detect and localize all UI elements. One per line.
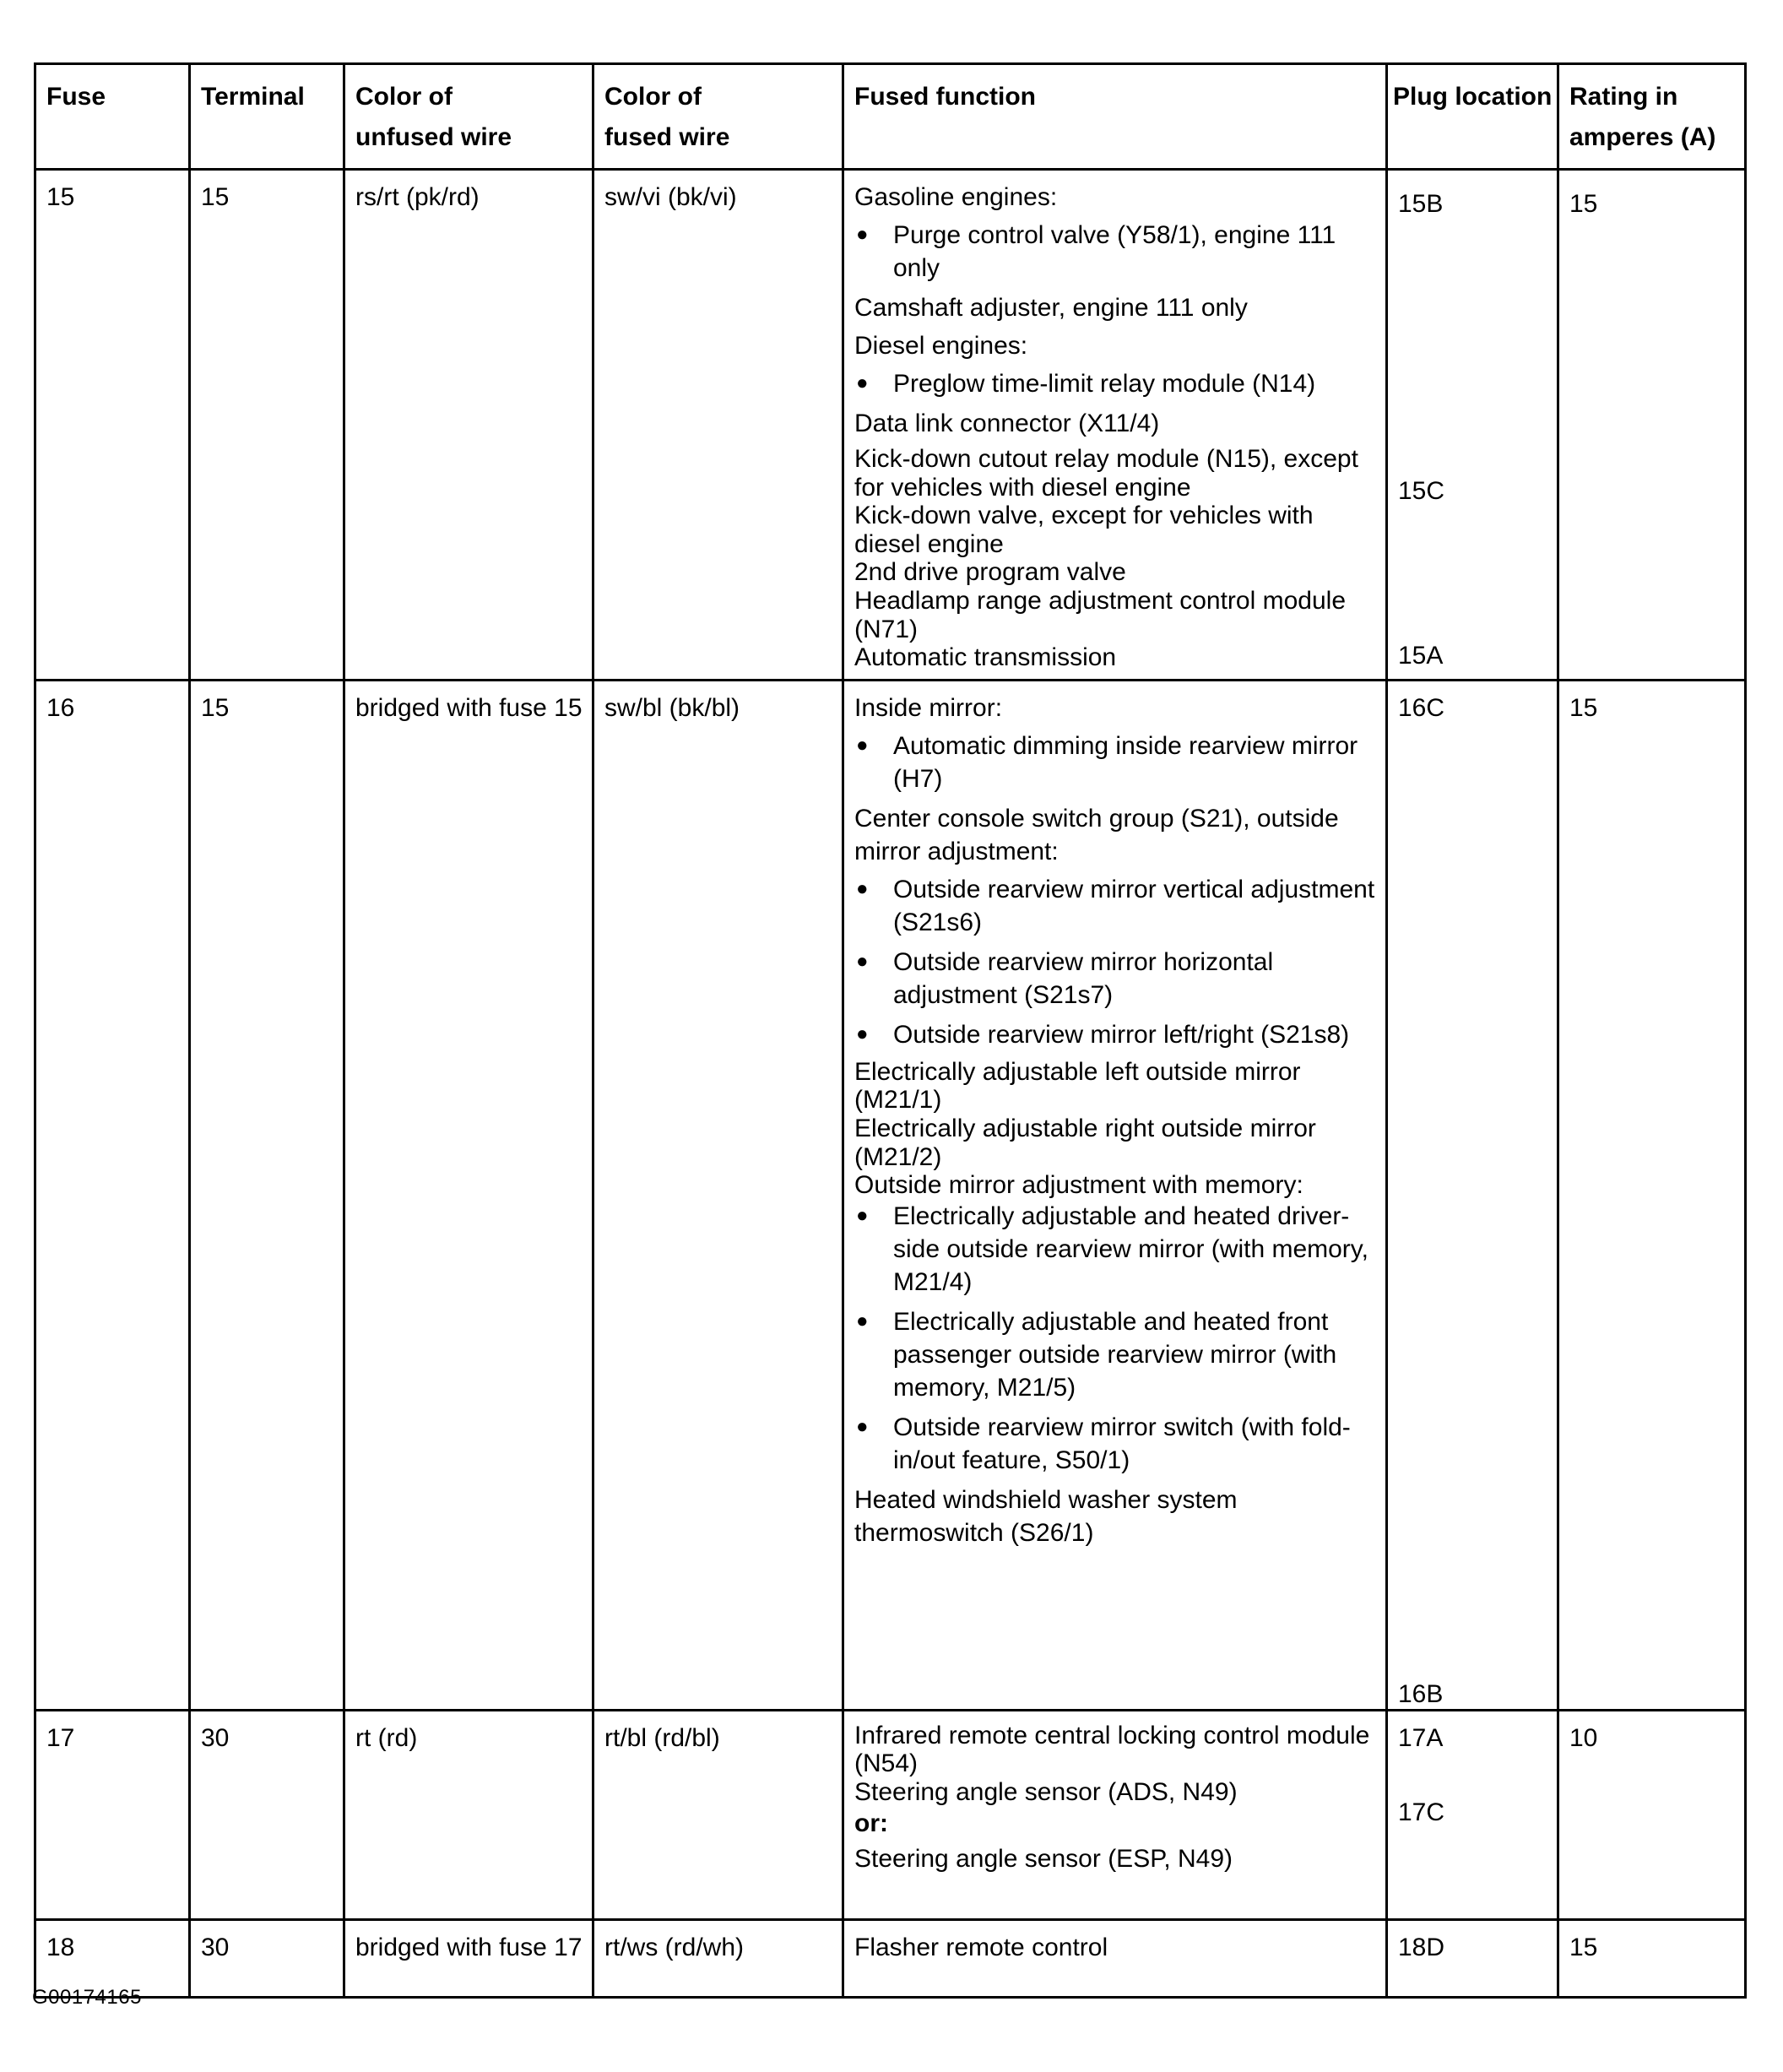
unfused-wire-cell: rs/rt (pk/rd) [344, 170, 593, 681]
function-line: Electrically adjustable right outside mirror (M21/2) [854, 1114, 1316, 1171]
plug-label: 16C [1398, 693, 1445, 722]
fused-wire-cell: rt/ws (rd/wh) [593, 1919, 843, 1997]
table-row [35, 680, 1746, 1710]
fused-wire-cell: rt/bl (rd/bl) [593, 1710, 843, 1919]
function-line: Automatic transmission [854, 643, 1117, 672]
plug-label: 16B [1398, 1679, 1444, 1708]
function-bullet-item: ● Preglow time-limit relay module (N14) [854, 367, 1377, 400]
fuse-table [34, 62, 1747, 1999]
function-line: Outside mirror adjustment with memory: [854, 1171, 1303, 1200]
function-bullet-item: ● Purge control valve (Y58/1), engine 111 only [854, 219, 1377, 285]
terminal-cell: 30 [190, 1710, 344, 1919]
function-line: Center console switch group (S21), outside mirror adjustment: [854, 804, 1339, 865]
terminal-cell: 15 [190, 170, 344, 681]
function-bullet-item: ● Outside rearview mirror vertical adjustment (S21s6) [854, 873, 1377, 939]
function-line: or: [854, 1809, 888, 1837]
fuse-cell: 18 [35, 1919, 190, 1997]
plug-location-cell [1387, 680, 1558, 1710]
plug-label: 15C [1398, 477, 1445, 505]
function-line: Steering angle sensor (ESP, N49) [854, 1844, 1233, 1873]
fuse-cell: 17 [35, 1710, 190, 1919]
fused-wire-cell: sw/vi (bk/vi) [593, 170, 843, 681]
plug-location-cell [1387, 170, 1558, 681]
plug-location-cell [1387, 1919, 1558, 1997]
function-line: Kick-down valve, except for vehicles with diesel engine [854, 502, 1314, 558]
function-line: Camshaft adjuster, engine 111 only [854, 294, 1248, 322]
fuse-cell: 16 [35, 680, 190, 1710]
terminal-cell: 15 [190, 680, 344, 1710]
function-bullet-item: ● Outside rearview mirror left/right (S21s8) [854, 1018, 1377, 1051]
function-line: Infrared remote central locking control module (N54) [854, 1721, 1370, 1778]
function-line: Flasher remote control [854, 1933, 1108, 1961]
plug-label: 15A [1398, 642, 1444, 670]
function-line: Diesel engines: [854, 332, 1028, 360]
plug-label: 15B [1398, 190, 1444, 218]
function-bullet-item: ● Electrically adjustable and heated driver-side outside rearview mirror (with memory, M21/4) [854, 1200, 1377, 1299]
fused-wire-cell: sw/bl (bk/bl) [593, 680, 843, 1710]
rating-cell: 15 [1558, 1919, 1746, 1997]
header-rating: Rating in amperes (A) [1558, 64, 1746, 170]
function-line: Headlamp range adjustment control module (N71) [854, 586, 1346, 643]
function-line: Data link connector (X11/4) [854, 410, 1160, 437]
header-fused-function: Fused function [843, 64, 1387, 170]
header-plug-location: Plug location [1387, 64, 1558, 170]
table-row [35, 1919, 1746, 1997]
function-bullet-item: ● Automatic dimming inside rearview mirror (H7) [854, 730, 1377, 795]
header-terminal: Terminal [190, 64, 344, 170]
terminal-cell: 30 [190, 1919, 344, 1997]
plug-label: 18D [1398, 1933, 1445, 1961]
function-line: Steering angle sensor (ADS, N49) [854, 1777, 1238, 1806]
fused-function-cell [843, 1710, 1387, 1919]
rating-cell: 15 [1558, 680, 1746, 1710]
function-bullet-item: ● Outside rearview mirror horizontal adjustment (S21s7) [854, 946, 1377, 1012]
unfused-wire-cell: rt (rd) [344, 1710, 593, 1919]
function-line: Inside mirror: [854, 693, 1003, 722]
unfused-wire-cell: bridged with fuse 17 [344, 1919, 593, 1997]
header-row [35, 64, 1746, 170]
plug-label: 17C [1398, 1798, 1445, 1826]
function-bullet-item: ● Outside rearview mirror switch (with fold-in/out feature, S50/1) [854, 1411, 1377, 1477]
table-row [35, 170, 1746, 681]
plug-location-cell [1387, 1710, 1558, 1919]
header-fused-wire: Color of fused wire [593, 64, 843, 170]
fused-function-cell [843, 170, 1387, 681]
fuse-cell: 15 [35, 170, 190, 681]
unfused-wire-cell: bridged with fuse 15 [344, 680, 593, 1710]
function-line: Heated windshield washer system thermoswitch (S26/1) [854, 1485, 1238, 1547]
plug-label: 17A [1398, 1723, 1444, 1752]
rating-cell: 15 [1558, 170, 1746, 681]
header-fuse: Fuse [35, 64, 190, 170]
table-body [35, 170, 1746, 1998]
function-line: Kick-down cutout relay module (N15), except for vehicles with diesel engine [854, 445, 1358, 502]
function-bullet-item: ● Electrically adjustable and heated front passenger outside rearview mirror (with memory, M21/5) [854, 1305, 1377, 1404]
function-line: 2nd drive program valve [854, 558, 1126, 587]
function-line: Gasoline engines: [854, 183, 1058, 211]
figure-id: G00174165 [32, 1986, 142, 2009]
header-unfused-wire: Color of unfused wire [344, 64, 593, 170]
function-line: Electrically adjustable left outside mirror (M21/1) [854, 1057, 1301, 1115]
table-row [35, 1710, 1746, 1919]
rating-cell: 10 [1558, 1710, 1746, 1919]
fused-function-cell [843, 680, 1387, 1710]
fused-function-cell [843, 1919, 1387, 1997]
